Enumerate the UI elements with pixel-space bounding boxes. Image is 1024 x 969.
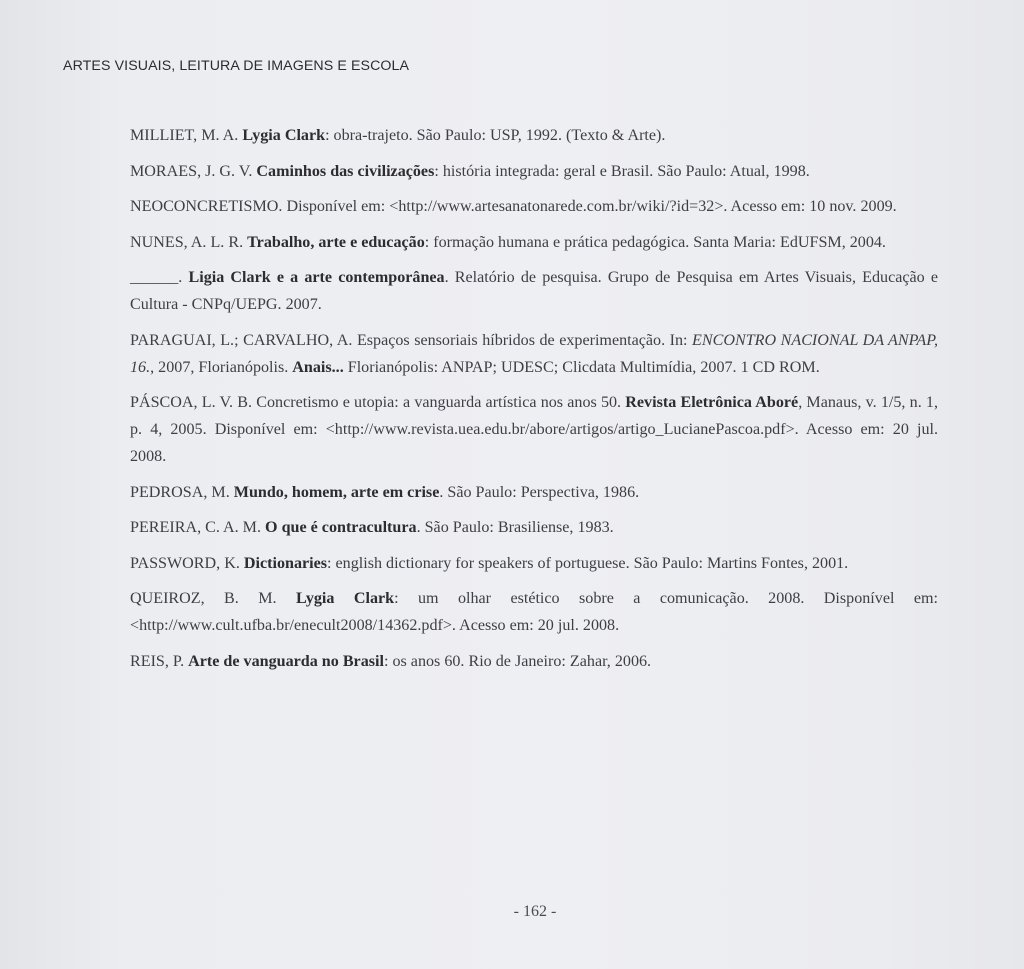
ref-title: Anais... [292, 358, 344, 376]
ref-text: : obra-trajeto. São Paulo: USP, 1992. (Texto & Arte). [325, 127, 666, 144]
reference-entry [130, 648, 938, 675]
ref-text: PARAGUAI, L.; CARVALHO, A. Espaços sensoriais híbridos de experimentação. In: [130, 331, 693, 349]
ref-text: , 2007, Florianópolis. [150, 358, 293, 376]
ref-title: Lygia Clark [295, 590, 395, 607]
reference-entry [130, 585, 938, 639]
reference-entry [130, 550, 938, 577]
ref-text: PÁSCOA, L. V. B. Concretismo e utopia: a vanguarda artística nos anos 50. [130, 394, 626, 411]
reference-entry [130, 514, 938, 541]
ref-text: : um olhar estético sobre a comunicação. 2008. Disponível em: <http://www.cult.ufba.br/enecult2008/14362.pdf>. Acesso em: 20 jul. 2008. [130, 590, 938, 634]
reference-list [130, 122, 938, 683]
reference-entry [130, 479, 938, 506]
ref-title: Arte de vanguarda no Brasil [188, 652, 384, 670]
ref-title: Mundo, homem, arte em crise [233, 483, 440, 501]
ref-title: Revista Eletrônica Aboré [625, 394, 799, 411]
ref-text: REIS, P. [130, 652, 189, 670]
ref-text: MORAES, J. G. V. [130, 162, 257, 180]
running-header: ARTES VISUAIS, LEITURA DE IMAGENS E ESCOLA [63, 58, 410, 74]
ref-text: NEOCONCRETISMO. Disponível em: <http://www.artesanatonarede.com.br/wiki/?id=32>. Acesso em: 10 nov. 2009. [130, 198, 897, 215]
reference-entry [130, 264, 938, 318]
reference-entry [130, 193, 938, 220]
reference-entry [130, 158, 938, 185]
reference-entry [130, 229, 938, 256]
ref-text: Florianópolis: ANPAP; UDESC; Clicdata Multimídia, 2007. 1 CD ROM. [343, 358, 820, 376]
reference-entry [130, 389, 938, 470]
ref-text: : formação humana e prática pedagógica. Santa Maria: EdUFSM, 2004. [424, 233, 886, 251]
ref-text: , Manaus, v. 1/5, n. 1, p. 4, 2005. Disponível em: <http://www.revista.uea.edu.br/abore/artigos/artigo_LucianePascoa.pdf>. Acesso em: 20 jul. 2008. [130, 394, 939, 465]
ref-event-title: ENCONTRO NACIONAL DA ANPAP, 16. [130, 331, 938, 376]
reference-entry [130, 327, 938, 381]
ref-title: Lygia Clark [242, 127, 326, 144]
ref-title: O que é contracultura [265, 519, 417, 536]
ref-text: : english dictionary for speakers of portuguese. São Paulo: Martins Fontes, 2001. [327, 554, 849, 572]
ref-text: MILLIET, M. A. [130, 127, 243, 144]
page-number: - 162 - [513, 903, 557, 920]
ref-text: ______. [130, 269, 189, 286]
ref-title: Dictionaries [243, 554, 328, 572]
ref-text: : história integrada: geral e Brasil. São Paulo: Atual, 1998. [434, 162, 810, 180]
ref-text: PASSWORD, K. [130, 554, 244, 572]
ref-text: QUEIROZ, B. M. [130, 590, 296, 607]
ref-title: Ligia Clark e a arte contemporânea [188, 269, 445, 286]
ref-title: Caminhos das civilizações [256, 162, 435, 180]
reference-entry [130, 122, 938, 149]
ref-text: NUNES, A. L. R. [130, 233, 248, 251]
ref-title: Trabalho, arte e educação [247, 233, 425, 251]
ref-text: PEREIRA, C. A. M. [130, 519, 266, 536]
ref-text: . São Paulo: Brasiliense, 1983. [416, 519, 614, 536]
ref-text: PEDROSA, M. [130, 483, 234, 501]
ref-text: . Relatório de pesquisa. Grupo de Pesquisa em Artes Visuais, Educação e Cultura - CNPq/UEPG. 2007. [130, 269, 938, 313]
ref-text: . São Paulo: Perspectiva, 1986. [439, 483, 640, 501]
ref-text: : os anos 60. Rio de Janeiro: Zahar, 2006. [383, 652, 652, 670]
